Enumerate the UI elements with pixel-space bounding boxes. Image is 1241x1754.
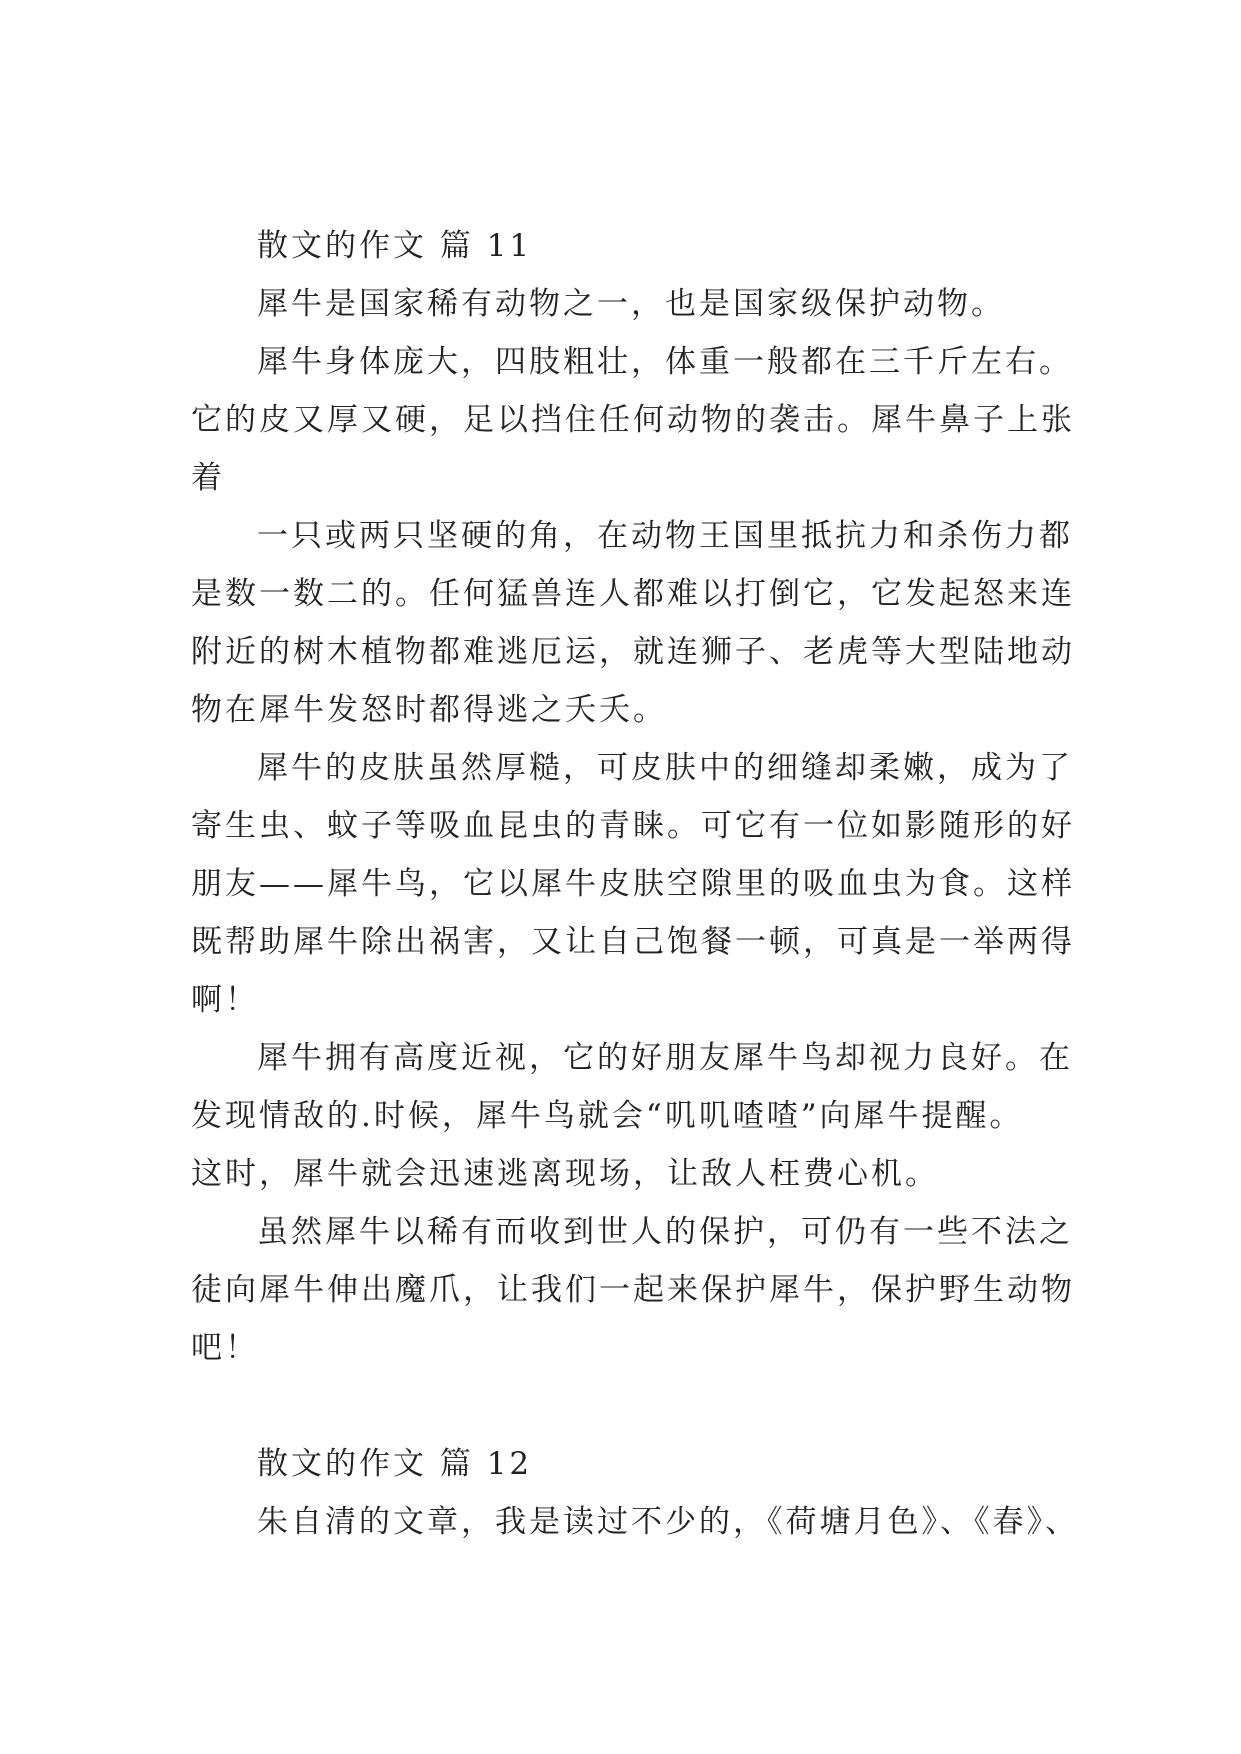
paragraph-line: 犀牛拥有高度近视，它的好朋友犀牛鸟却视力良好。在 [257,1040,1073,1076]
paragraph [191,333,1075,507]
paragraph-line: 啊！ [191,982,259,1018]
document-body [191,217,1079,1551]
paragraph-line: 朱自清的文章，我是读过不少的，《荷塘月色》、《春》、 [257,1504,1079,1540]
paragraph [191,275,1063,333]
paragraph-line: 附近的树木植物都难逃厄运，就连狮子、老虎等大型陆地动 [191,634,1075,670]
paragraph-line: 犀牛身体庞大，四肢粗壮，体重一般都在三千斤左右。 [257,344,1073,380]
paragraph-line: 虽然犀牛以稀有而收到世人的保护，可仍有一些不法之 [257,1214,1073,1250]
paragraph-line: 这时，犀牛就会迅速逃离现场，让敌人枉费心机。 [191,1156,939,1192]
paragraph-line: 物在犀牛发怒时都得逃之夭夭。 [191,692,667,728]
paragraph [191,1203,1075,1377]
paragraph [191,507,1075,739]
paragraph-line: 着 [191,460,225,496]
paragraph-line: 朋友——犀牛鸟，它以犀牛皮肤空隙里的吸血虫为食。这样 [191,866,1075,902]
paragraph-line: 是数一数二的。任何猛兽连人都难以打倒它，它发起怒来连 [191,576,1075,612]
paragraph-line: 既帮助犀牛除出祸害，又让自己饱餐一顿，可真是一举两得 [191,924,1075,960]
paragraph-line: 它的皮又厚又硬，足以挡住任何动物的袭击。犀牛鼻子上张 [191,402,1075,438]
paragraph-line: 犀牛的皮肤虽然厚糙，可皮肤中的细缝却柔嫩，成为了 [257,750,1073,786]
paragraph-line: 寄生虫、蚊子等吸血昆虫的青睐。可它有一位如影随形的好 [191,808,1075,844]
paragraph [191,1029,1073,1203]
paragraph-line: 发现情敌的.时候，犀牛鸟就会“叽叽喳喳”向犀牛提醒。 [191,1098,1024,1134]
paragraph [191,1493,1079,1551]
paragraph-line: 吧！ [191,1330,259,1366]
section-heading: 散文的作文 篇 12 [257,1446,533,1482]
paragraph [191,739,1075,1029]
section-heading: 散文的作文 篇 11 [257,228,533,264]
paragraph-line: 一只或两只坚硬的角，在动物王国里抵抗力和杀伤力都 [257,518,1073,554]
paragraph-line: 犀牛是国家稀有动物之一，也是国家级保护动物。 [257,286,1005,322]
section-spacer [191,1377,1063,1435]
paragraph-line: 徒向犀牛伸出魔爪，让我们一起来保护犀牛，保护野生动物 [191,1272,1075,1308]
